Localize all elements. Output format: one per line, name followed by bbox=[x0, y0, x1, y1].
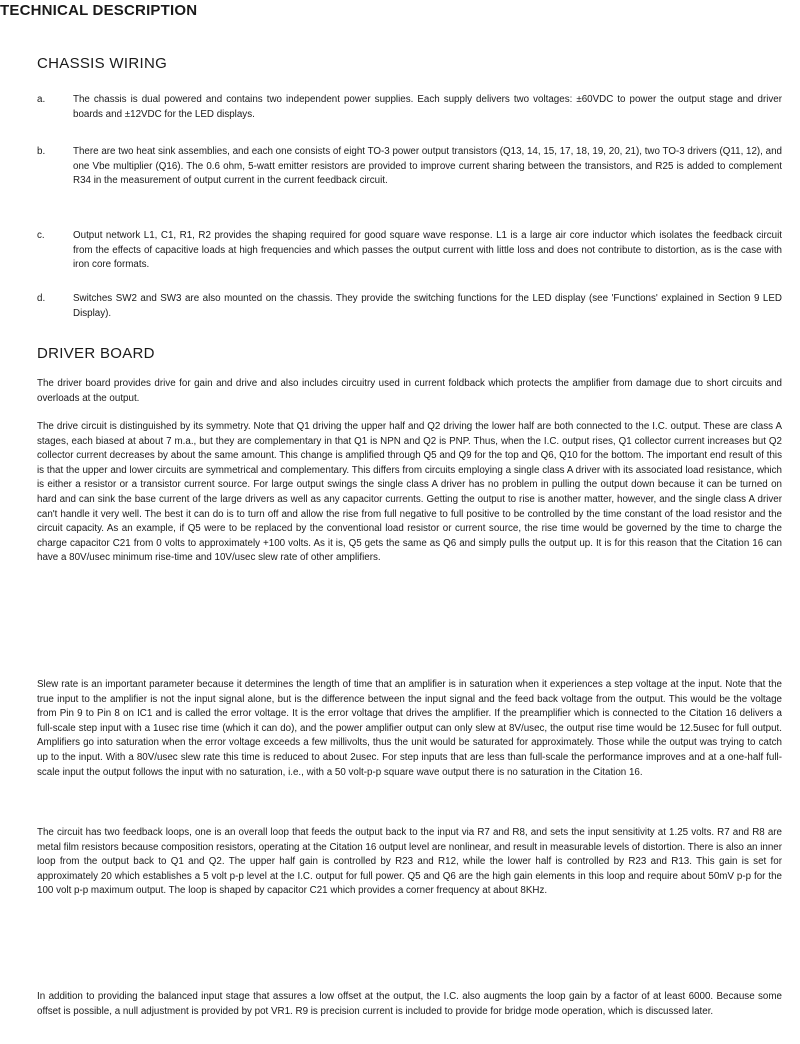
list-item-text: There are two heat sink assemblies, and each one consists of eight TO-3 power output transistors (Q13, 14, 15, 17, 18, 19, 20, 21), two TO-3 drivers (Q11, 12), and one Vbe multiplier (Q16). The 0.6 ohm, 5-watt emitter resistors are provided to improve current sharing between the transistors, and R25 is added to complement R34 in the measurement of output current in the current feedback circuit. bbox=[73, 146, 782, 187]
section-heading-driver-board: DRIVER BOARD bbox=[37, 345, 155, 362]
list-item bbox=[37, 229, 782, 273]
list-item-text: The chassis is dual powered and contains two independent power supplies. Each supply delivers two voltages: ±60VDC to power the output stage and driver boards and ±12VDC for the LED displays. bbox=[73, 94, 782, 120]
list-item-marker: d. bbox=[37, 293, 46, 304]
paragraph: The drive circuit is distinguished by its symmetry. Note that Q1 driving the upper half and Q2 driving the lower half are both connected to the I.C. output. These are class A stages, each biased at about 7 m.a., but they are complementary in that Q1 is NPN and Q2 is PNP. Thus, when the I.C. output rises, Q1 collector current increases but Q2 collector current decreases by about the same amount. This change is amplified through Q5 and Q9 for the top and Q6, Q10 for the bottom. The important end result of this is that the upper and lower circuits are symmetrical and complementary. This differs from circuits employing a single class A driver with its associated load resistance, which is either a resistor or a transistor current source. For large output swings the single class A driver has no problem in pulling the output down because it can be turned on hard and can sink the base current of the large drivers as well as any capacitor currents. Getting the output to rise is another matter, however, and the single class A driver can't handle it very well. The best it can do is to turn off and allow the rise from full negative to full positive to be controlled by the time constant of the load resistor and the circuit capacity. As an example, if Q5 were to be replaced by the conventional load resistor or current source, the rise time would be governed by the time to charge the charge capacitor C21 from 0 volts to approximately +100 volts. As it is, Q5 gets the same as Q6 and simply pulls the output up. It is for this reason that the Citation 16 can have a 80V/usec minimum rise-time and 10V/usec slew rate of other amplifiers. bbox=[37, 421, 782, 564]
paragraph: Slew rate is an important parameter because it determines the length of time that an amplifier is in saturation when it experiences a step voltage at the input. Note that the true input to the amplifier is not the input signal alone, but is the difference between the input signal and the feed back voltage from the output. This would be the voltage from Pin 9 to Pin 8 on IC1 and is called the error voltage. It is the error voltage that drives the amplifier. If the preamplifier which is connected to the Citation 16 delivers a full-scale step input with a 1usec rise time (which it can do), and the power amplifier output can only slew at 8V/usec, the output rise time would be 12.5usec for full output. Amplifiers go into saturation when the error voltage exceeds a few millivolts, thus the unit would be saturated for approximately. Those while the output was trying to catch up to the input. With a 80V/usec slew rate this time is reduced to about 2usec. For step inputs that are less than full-scale the performance improves and at a one-half full-scale input the output follows the input with no saturation, i.e., with a 50 volt-p-p square wave output there is no saturation in the Citation 16. bbox=[37, 679, 782, 778]
list-item-text: Switches SW2 and SW3 are also mounted on the chassis. They provide the switching functions for the LED display (see 'Functions' explained in Section 9 LED Display). bbox=[73, 293, 782, 319]
section-heading-chassis-wiring: CHASSIS WIRING bbox=[37, 55, 168, 72]
paragraph: In addition to providing the balanced input stage that assures a low offset at the output, the I.C. also augments the loop gain by a factor of at least 6000. Because some offset is possible, a null adjustment is provided by pot VR1. R9 is precision current is included to provide for bridge mode operation, which is discussed later. bbox=[37, 991, 782, 1017]
list-item bbox=[37, 93, 782, 122]
list-item-marker: b. bbox=[37, 146, 46, 157]
list-item-marker: a. bbox=[37, 94, 46, 105]
list-item bbox=[37, 292, 782, 321]
list-item-marker: c. bbox=[37, 230, 45, 241]
list-item bbox=[37, 145, 782, 189]
paragraph: The circuit has two feedback loops, one is an overall loop that feeds the output back to the input via R7 and R8, and sets the input sensitivity at 1.25 volts. R7 and R8 are metal film resistors because composition resistors, operating at the Citation 16 output level are nonlinear, and result in measurable levels of distortion. There is also an inner loop from the output back to Q1 and Q2. The upper half gain is controlled by R23 and R12, while the lower half is controlled by R23 and R13. This gain is set for approximately 20 which establishes a 5 volt p-p level at the I.C. output for full power. Q5 and Q6 are the high gain elements in this loop and require about 50mV p-p for the 100 volt p-p maximum output. The loop is shaped by capacitor C21 which provides a corner frequency at about 8KHz. bbox=[37, 827, 782, 897]
list-item-text: Output network L1, C1, R1, R2 provides the shaping required for good square wave response. L1 is a large air core inductor which isolates the feedback circuit from the effects of capacitive loads at high frequencies and which passes the output current with little loss and does not contribute to distortion, as is the case with iron core formats. bbox=[73, 230, 782, 271]
paragraph: The driver board provides drive for gain and drive and also includes circuitry used in current foldback which protects the amplifier from damage due to short circuits and overloads at the output. bbox=[37, 378, 782, 404]
document-title: TECHNICAL DESCRIPTION bbox=[0, 2, 198, 19]
